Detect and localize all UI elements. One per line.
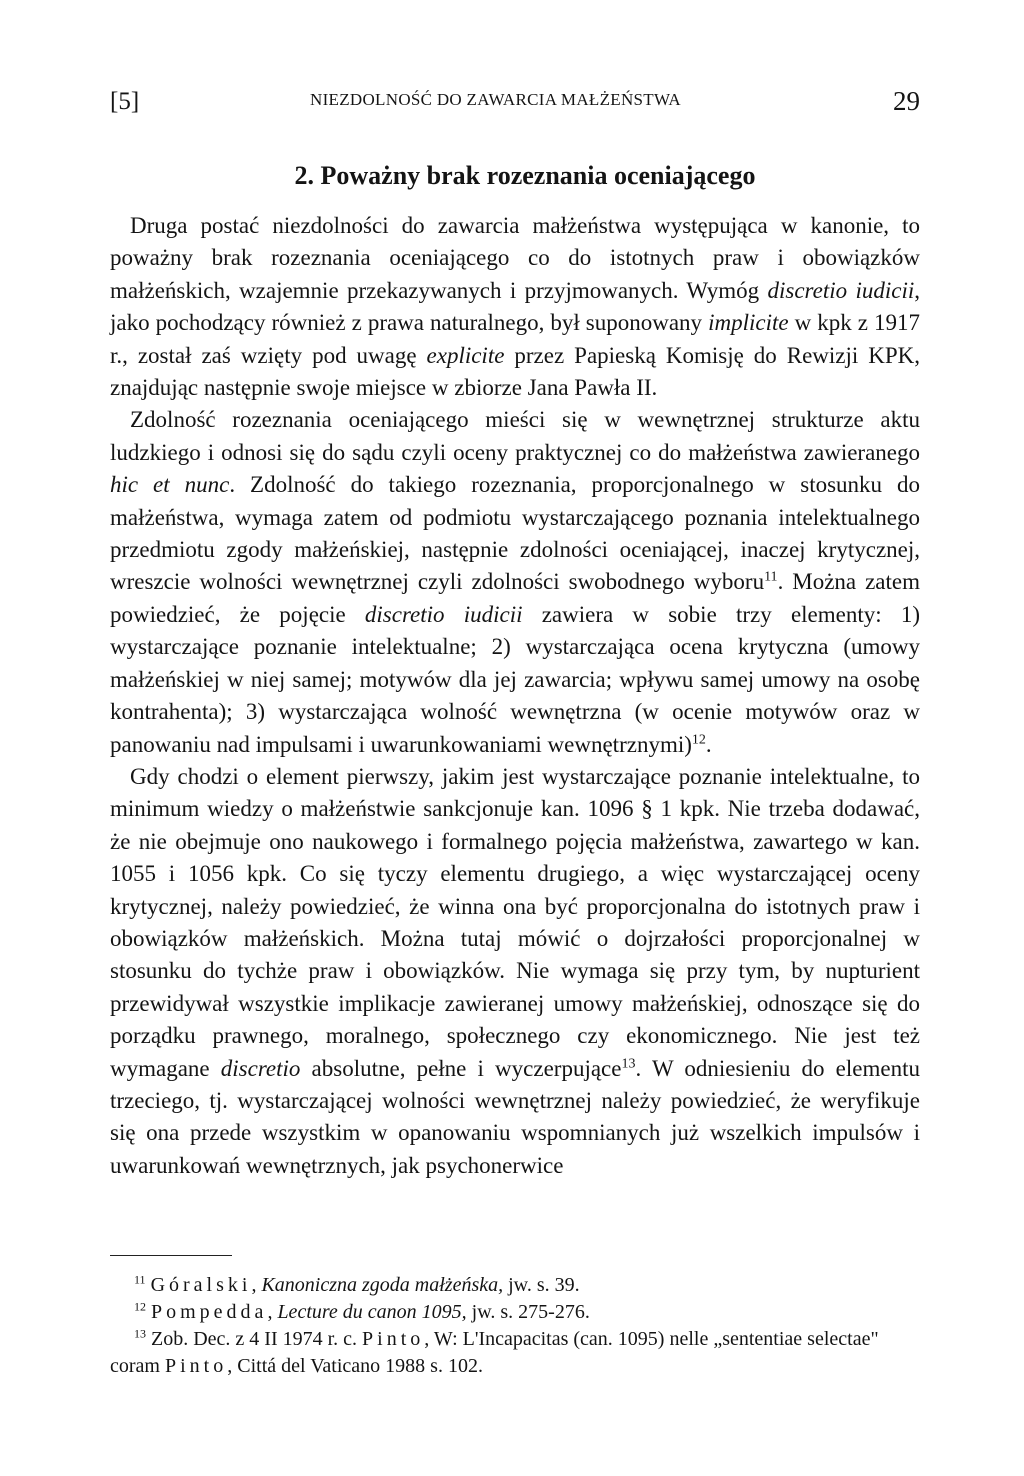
- latin-term: discretio iudicii: [767, 277, 915, 303]
- section-number: [5]: [110, 88, 140, 115]
- text-run: . Zdolność do takiego rozeznania, proporcjonalnego w stosunku do małżeństwa, wymaga zatem od podmiotu wystarczającego poznania intelektualnego przedmiotu zgody małżeńskiej, następnie zdolności oceniającej, inaczej krytycznej, wreszcie wolności wewnętrznej czyli zdolności swobodnego wyboru: [110, 472, 921, 595]
- text-run: Zdolność rozeznania oceniającego mieści się w wewnętrznej strukturze aktu ludzkiego i odnosi się do sądu czyli oceny praktycznej co do małżeństwa zawieranego: [110, 407, 920, 465]
- latin-term: explicite: [426, 342, 505, 368]
- text-run: jw. s. 39.: [503, 1274, 580, 1296]
- paragraph-3: [110, 761, 920, 1182]
- footnote-author: Góralski: [150, 1274, 252, 1296]
- body-text: [110, 210, 920, 1182]
- text-run: ,: [267, 1301, 278, 1323]
- section-heading: [110, 158, 920, 194]
- footnote-ref-11[interactable]: 11: [764, 569, 778, 585]
- footnote-author: Pinto: [164, 1355, 228, 1377]
- text-run: . Można zatem powiedzieć, że pojęcie: [110, 569, 920, 627]
- text-run: przez Papieską Komisję do Rewizji KPK, znajdując następnie swoje miejsce w zbiorze Jana Pawła II.: [110, 342, 921, 401]
- footnote-13: [110, 1326, 920, 1380]
- text-run: absolutne, pełne i wyczerpujące: [300, 1055, 622, 1081]
- latin-term: discretio: [220, 1055, 301, 1081]
- text-run: zawiera w sobie trzy elementy: 1) wystarczające poznanie intelektualne; 2) wystarczająca ocena krytyczna (umowy małżeńskiej w niej samej; motywów dla jej zawarcia; wpływu samej umowy na osobę kontrahenta); 3) wystarczająca wolność wewnętrzna (w ocenie motywów oraz w panowaniu nad impulsami i uwarunkowaniami wewnętrznymi): [110, 601, 920, 757]
- paragraph-1: [110, 210, 920, 404]
- text-run: . W odniesieniu do elementu trzeciego, tj. wystarczającej wolności wewnętrznej należy powiedzieć, że weryfikuje się ona przede wszystkim w opanowaniu wspomnianych już wszelkich impulsów i uwarunkowań wewnętrznych, jak psychonerwice: [110, 1055, 920, 1178]
- footnote-number: 12: [134, 1299, 146, 1314]
- section-heading-number: 2.: [294, 161, 315, 190]
- text-run: w kpk z 1917 r., został zaś wzięty pod uwagę: [110, 310, 920, 368]
- paragraph-2: [110, 404, 920, 760]
- page-header: [110, 84, 920, 124]
- text-run: , Cittá del Vaticano 1988 s. 102.: [227, 1355, 483, 1377]
- running-title: NIEZDOLNOŚĆ DO ZAWARCIA MAŁŻEŃSTWA: [310, 90, 682, 109]
- footnote-11: [110, 1272, 920, 1299]
- text-run: jw. s. 275-276.: [466, 1301, 590, 1323]
- footnote-author: Pompedda: [151, 1301, 268, 1323]
- footnote-title: Lecture du canon 1095,: [277, 1301, 467, 1323]
- latin-term: discretio iudicii: [364, 601, 523, 627]
- footnote-ref-12[interactable]: 12: [691, 731, 706, 747]
- text-run: , W: L'Incapacitas (can. 1095) nelle „sententiae selectae" coram: [110, 1328, 879, 1377]
- footnote-number: 11: [134, 1272, 146, 1287]
- footnote-12: [110, 1299, 920, 1326]
- text-run: , jako pochodzący również z prawa naturalnego, był suponowany: [110, 277, 920, 336]
- footnote-separator: [110, 1255, 232, 1256]
- page-number: 29: [893, 86, 920, 116]
- footnote-title: Kanoniczna zgoda małżeńska,: [261, 1274, 504, 1296]
- text-run: .: [705, 731, 712, 757]
- text-run: Druga postać niezdolności do zawarcia małżeństwa występująca w kanonie, to poważny brak rozeznania oceniającego co do istotnych praw i obowiązków małżeńskich, wzajemnie przekazywanych i przyjmowanych. Wymóg: [110, 213, 920, 303]
- latin-term: hic et nunc: [110, 472, 230, 498]
- text-run: Gdy chodzi o element pierwszy, jakim jest wystarczające poznanie intelektualne, to minimum wiedzy o małżeństwie sankcjonuje kan. 1096 § 1 kpk. Nie trzeba dodawać, że nie obejmuje ono naukowego i formalnego pojęcia małżeństwa, zawartego w kan. 1055 i 1056 kpk. Co się tyczy elementu drugiego, a więc wystarczającej oceny krytycznej, należy powiedzieć, że winna ona być proporcjonalna do istotnych praw i obowiązków małżeńskich. Można tutaj mówić o dojrzałości proporcjonalnej w stosunku do tychże praw i obowiązków. Nie wymaga się przy tym, by nupturient przewidywał wszystkie implikacje zawieranej umowy małżeńskiej, odnoszące się do porządku prawnego, moralnego, społecznego czy ekonomicznego. Nie jest też wymagane: [110, 763, 920, 1081]
- text-run: Zob. Dec. z 4 II 1974 r. c.: [146, 1328, 363, 1350]
- footnote-author: Pinto: [362, 1328, 425, 1350]
- text-run: ,: [251, 1274, 262, 1296]
- section-heading-title: Poważny brak rozeznania oceniającego: [320, 161, 756, 190]
- latin-term: implicite: [708, 310, 789, 336]
- footnote-number: 13: [134, 1326, 146, 1341]
- footnote-ref-13[interactable]: 13: [621, 1055, 636, 1071]
- footnotes: [110, 1272, 920, 1380]
